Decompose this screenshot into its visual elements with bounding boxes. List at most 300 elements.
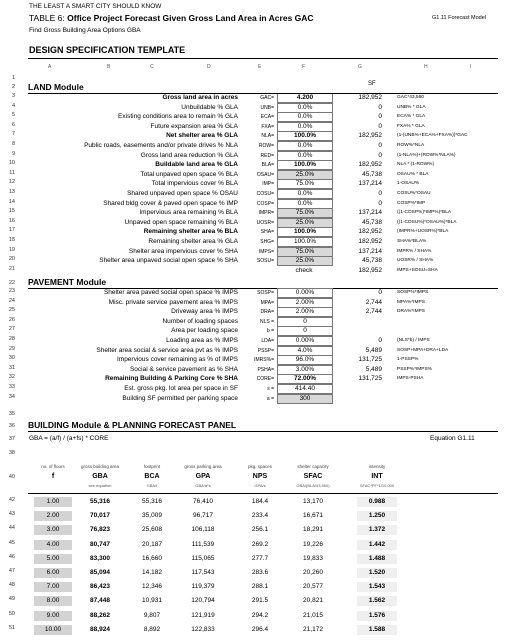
spec-row: [0, 131, 516, 141]
row-label: Gross land area reduction % GLA: [140, 151, 238, 159]
forecast-nps: 288.1: [251, 583, 269, 591]
row-label: Existing conditions area to remain % GLA: [118, 113, 238, 121]
input-cell[interactable]: 96.0%: [277, 355, 333, 365]
forecast-bca: 8,892: [143, 625, 161, 633]
table-number: TABLE 6:: [29, 13, 65, 23]
spec-row: [0, 266, 516, 276]
col-letter-c: C: [150, 64, 154, 70]
forecast-gpa: 96,717: [193, 512, 213, 520]
template-title: DESIGN SPECIFICATION TEMPLATE: [29, 45, 186, 55]
forecast-int: 1.520: [368, 569, 386, 576]
row-number: 21: [8, 265, 15, 272]
forecast-int: 1.562: [368, 597, 386, 605]
forecast-bca: 35,009: [142, 512, 162, 520]
sf-value: 137,214: [358, 247, 382, 255]
formula-text: COSU%*OSAU: [397, 191, 431, 196]
row-number: 28: [8, 336, 15, 342]
input-cell[interactable]: 100.0%: [277, 237, 333, 247]
row-number: 19: [8, 246, 15, 253]
row-label: Shelter area paved social open space % IMPS: [103, 289, 238, 296]
sf-value: 45,738: [362, 170, 382, 178]
spec-row: [0, 112, 516, 122]
forecast-f[interactable]: 3.00: [46, 526, 60, 534]
row-label: Impervious area remaining % BLA: [139, 209, 238, 217]
row-number: 32: [8, 374, 15, 381]
row-number: 40: [8, 474, 15, 480]
spec-row: [0, 307, 516, 317]
forecast-col-sub: see equation: [88, 483, 112, 488]
variable-code: IMPR=: [258, 210, 274, 217]
variable-code: MPA=: [260, 299, 274, 306]
forecast-col-header: footprint: [143, 464, 161, 469]
row-number: 44: [8, 525, 15, 532]
forecast-col-sub: SFAC*PF*1/10,000: [359, 483, 395, 488]
col-letter-e: E: [258, 64, 262, 70]
row-number: 10: [8, 160, 15, 167]
forecast-int: 1.576: [368, 611, 386, 619]
header-rule: [28, 58, 498, 59]
sf-value: 0: [378, 103, 382, 111]
forecast-row: [0, 611, 516, 621]
building-rule: [28, 431, 498, 432]
row-label: Total impervious cover % BLA: [151, 180, 238, 188]
input-cell[interactable]: 2.00%: [277, 298, 333, 308]
forecast-f[interactable]: 7.00: [46, 583, 60, 591]
formula-text: (IMPR%+UOSR%)*BLA: [397, 229, 449, 235]
row-number: 17: [8, 227, 15, 234]
forecast-int: 0.988: [368, 498, 386, 505]
sf-value: 131,725: [358, 375, 382, 383]
forecast-bca: 12,346: [142, 583, 162, 591]
input-cell[interactable]: 25.0%: [277, 256, 333, 266]
forecast-row: [0, 497, 516, 507]
row-label: Remaining Building & Parking Core % SHA: [105, 375, 238, 383]
formula-text: (NLS*b) / IMPS: [397, 338, 430, 343]
row-number: 22: [8, 280, 15, 286]
forecast-gba: 88,924: [90, 625, 110, 633]
forecast-col-sub: GBA/f: [146, 483, 158, 488]
sf-value: 2,744: [365, 298, 382, 306]
forecast-gpa: 115,065: [191, 554, 215, 562]
variable-code: ROW=: [258, 143, 274, 149]
sf-value: 5,489: [365, 346, 382, 354]
forecast-row: [0, 540, 516, 550]
input-cell[interactable]: 3.00%: [277, 365, 333, 375]
forecast-f[interactable]: 4.00: [46, 540, 60, 548]
variable-code: b =: [266, 328, 274, 335]
row-label: Buildable land area % GLA: [155, 161, 238, 169]
row-label: Future expansion area % GLA: [150, 122, 238, 130]
forecast-sfac: 20,821: [303, 597, 323, 605]
row-number: 8: [11, 141, 15, 147]
sf-value: 0: [378, 113, 382, 121]
forecast-nps: 294.2: [251, 611, 269, 619]
forecast-col-header: no. of floors: [41, 464, 65, 469]
forecast-row: [0, 511, 516, 521]
variable-code: s =: [267, 386, 274, 392]
variable-code: OSAU=: [256, 171, 274, 178]
formula-text: SOSP%*IMPS: [397, 290, 429, 295]
row-label: Area per loading space: [171, 327, 238, 335]
forecast-col-header: shelter capacity: [297, 464, 329, 469]
spec-row: [0, 189, 516, 199]
input-cell[interactable]: 0.00%: [277, 288, 333, 298]
variable-code: SHA=: [260, 229, 274, 236]
spec-row: [0, 179, 516, 189]
formula-text: NLA * (1-ROW%): [397, 162, 435, 168]
formula-text: IMPR% / SHA%: [397, 248, 432, 254]
forecast-sfac: 19,833: [303, 554, 323, 562]
forecast-col-abbr: GBA: [92, 473, 108, 480]
variable-code: IMRS%=: [254, 357, 274, 364]
input-cell[interactable]: 25.0%: [277, 170, 333, 180]
forecast-col-sub: [28, 481, 78, 491]
forecast-int: 1.250: [368, 512, 386, 520]
variable-code: DRA=: [260, 309, 274, 316]
forecast-sfac: 19,226: [303, 540, 323, 548]
spec-row: [0, 199, 516, 209]
row-label: Remaining shelter area % GLA: [148, 238, 238, 245]
sf-value: 182,952: [358, 238, 382, 245]
variable-code: [248, 266, 274, 276]
row-number: 14: [8, 198, 15, 205]
input-cell[interactable]: 100.0%: [277, 160, 333, 170]
spec-row: [0, 365, 516, 375]
row-label: Building SF permitted per parking space: [122, 394, 238, 402]
input-cell[interactable]: 414.40: [277, 384, 333, 394]
row-number: 9: [11, 150, 15, 157]
row-number: 45: [8, 539, 15, 546]
formula-text: 1-PSSP%: [397, 357, 419, 363]
sf-value: [338, 384, 382, 394]
variable-code: SOSP=: [257, 290, 274, 296]
forecast-gpa: 120,794: [191, 597, 215, 605]
forecast-f[interactable]: 10.00: [44, 625, 62, 633]
forecast-gba: 83,300: [90, 554, 110, 562]
input-cell[interactable]: 75.0%: [277, 179, 333, 189]
row-label: Shared bldg cover & paved open space % IMP: [103, 199, 238, 207]
formula-text: (1-(UNB%+ECA%+FXA%))*GAC: [397, 133, 468, 139]
variable-code: PSSP=: [257, 347, 274, 354]
col-letter-d: D: [207, 64, 211, 70]
sf-value: 5,489: [365, 365, 382, 373]
input-cell[interactable]: 0: [277, 317, 333, 327]
row-number: 36: [8, 423, 15, 429]
formula-text: GAC*43,560: [397, 95, 424, 100]
input-cell[interactable]: 100.0%: [277, 131, 333, 141]
forecast-row: [0, 596, 516, 606]
forecast-nps: 296.4: [251, 625, 269, 633]
input-cell[interactable]: 25.0%: [277, 218, 333, 228]
row-label: Misc. private service pavement area % IMPS: [108, 298, 238, 306]
variable-code: FXA=: [261, 123, 274, 130]
forecast-col-header: gross parking area: [184, 464, 222, 469]
sf-value: 131,725: [358, 356, 382, 364]
pavement-module-title: PAVEMENT Module: [28, 277, 107, 287]
input-cell[interactable]: 0.0%: [277, 189, 333, 199]
row-number: 20: [8, 256, 15, 263]
spec-row: [0, 355, 516, 365]
row-number: 43: [8, 511, 15, 518]
sf-value: 182,952: [358, 132, 382, 140]
spec-row: [0, 247, 516, 257]
land-module-title: LAND Module: [28, 82, 84, 92]
input-cell[interactable]: 0.0%: [277, 112, 333, 122]
spec-row: [0, 218, 516, 228]
forecast-f[interactable]: 9.00: [46, 611, 60, 619]
forecast-bca: 9,807: [143, 611, 161, 619]
forecast-col-abbr: GPA: [195, 473, 211, 480]
formula-text: 1-OSAU%: [397, 181, 420, 187]
row-number: 50: [8, 610, 15, 617]
variable-code: UOSR=: [256, 219, 274, 226]
formula-text: OSAU% * BLA: [397, 171, 429, 177]
formula-text: MPA%*IMPS: [397, 299, 425, 305]
forecast-rule: [28, 493, 498, 494]
col-letter-b: B: [107, 64, 111, 70]
forecast-sfac: 20,577: [303, 583, 323, 591]
input-cell[interactable]: 4.200: [277, 93, 333, 103]
formula-text: PSSP%*IMPS%: [397, 366, 432, 372]
row-number: 1: [11, 75, 15, 81]
spec-row: [0, 288, 516, 298]
variable-code: SOSU=: [256, 258, 274, 265]
land-rule: [28, 93, 498, 94]
forecast-f[interactable]: 6.00: [46, 569, 60, 576]
forecast-int: 1.372: [368, 526, 386, 534]
sf-value: 182,952: [358, 266, 382, 274]
input-cell[interactable]: 0.00%: [277, 336, 333, 346]
forecast-col-header: pkg. spaces: [247, 464, 272, 469]
row-label: Loading area as % IMPS: [166, 337, 238, 344]
forecast-col-header: gross building area: [80, 464, 120, 469]
forecast-col-sub: GBA/(BLA/43,560): [296, 483, 330, 488]
formula-text: ROW%*NLA: [397, 143, 425, 148]
row-label: Driveway area % IMPS: [171, 308, 238, 316]
forecast-row: [0, 568, 516, 578]
row-number: 27: [8, 326, 15, 333]
row-number: 38: [8, 450, 15, 456]
row-number: 13: [8, 189, 15, 195]
variable-code: RED=: [260, 152, 274, 159]
row-number: 3: [11, 93, 15, 99]
forecast-nps: 269.2: [251, 540, 269, 548]
input-cell[interactable]: 100.0%: [277, 227, 333, 237]
forecast-nps: 233.4: [251, 512, 269, 520]
col-letter-f: F: [302, 64, 306, 70]
forecast-bca: 55,316: [142, 498, 162, 505]
spec-row: [0, 208, 516, 218]
input-cell[interactable]: 72.00%: [277, 374, 333, 384]
forecast-gba: 87,448: [90, 597, 110, 605]
forecast-gpa: 119,379: [191, 583, 215, 591]
row-number: 12: [8, 179, 15, 186]
forecast-f[interactable]: 8.00: [46, 597, 60, 605]
sf-value: 2,744: [365, 308, 382, 316]
row-number: 23: [8, 288, 15, 294]
row-label: Unpaved open space remaining % BLA: [124, 218, 238, 226]
forecast-col-abbr: BCA: [144, 473, 160, 480]
formula-text: ((1-COSP%)*IMP%)*BLA: [397, 210, 452, 216]
input-cell[interactable]: 0.0%: [277, 122, 333, 132]
spec-row: [0, 160, 516, 170]
row-number: 49: [8, 596, 15, 603]
row-number: 42: [8, 497, 15, 503]
input-cell[interactable]: 75.0%: [277, 208, 333, 218]
forecast-gpa: 121,919: [191, 611, 215, 619]
row-number: 25: [8, 307, 15, 314]
forecast-f[interactable]: 2.00: [46, 512, 60, 520]
row-number: 34: [8, 393, 15, 400]
spec-row: [0, 384, 516, 394]
forecast-gpa: 76,410: [193, 498, 213, 505]
row-number: 31: [8, 364, 15, 371]
row-number: 26: [8, 316, 15, 323]
row-label: Number of loading spaces: [162, 317, 238, 325]
input-cell[interactable]: 75.0%: [277, 247, 333, 257]
row-label: Shelter area unpaved social open space % SHA: [99, 257, 238, 265]
formula-text: SHA%*BLA%: [397, 239, 427, 244]
forecast-sfac: 21,015: [303, 611, 323, 619]
row-number: 30: [8, 355, 15, 362]
row-number: 51: [8, 624, 15, 631]
spec-row: [0, 93, 516, 103]
row-label: Shared unpaved open space % OSAU: [127, 190, 238, 197]
forecast-bca: 10,931: [142, 597, 162, 605]
formula-text: (1-NLA%)+(ROW%*NLA%): [397, 152, 456, 158]
spec-row: [0, 141, 516, 151]
forecast-f[interactable]: 5.00: [46, 554, 60, 562]
forecast-gba: 80,747: [90, 540, 110, 548]
spec-row: [0, 374, 516, 384]
forecast-bca: 16,660: [142, 554, 162, 562]
sf-value: 45,738: [362, 257, 382, 265]
forecast-int: 1.588: [368, 625, 386, 633]
forecast-row: [0, 525, 516, 535]
row-label: Est. gross pkg. lot area per space in SF: [124, 385, 238, 392]
forecast-nps: 256.1: [251, 526, 269, 534]
forecast-f[interactable]: 1.00: [46, 498, 60, 505]
forecast-sfac: 21,172: [303, 625, 323, 633]
forecast-nps: 184.4: [251, 498, 269, 505]
row-number: 11: [9, 169, 15, 176]
spec-row: [0, 346, 516, 356]
row-label: Shelter area social & service area pvt as % IMPS: [96, 346, 238, 354]
forecast-bca: 14,182: [142, 569, 162, 576]
variable-code: CORE=: [256, 376, 274, 383]
variable-code: LDA=: [261, 338, 274, 344]
row-number: 46: [8, 553, 15, 560]
building-module-title: BUILDING Module & PLANNING FORECAST PANEL: [28, 420, 237, 430]
variable-code: a =: [266, 395, 274, 402]
row-number: 7: [11, 131, 15, 138]
spec-row: [0, 122, 516, 132]
row-label: Remaining shelter area % BLA: [143, 228, 238, 236]
row-number: 15: [8, 208, 15, 215]
forecast-int: 1.488: [368, 554, 386, 562]
row-number: 4: [11, 102, 15, 109]
input-cell[interactable]: 0.0%: [277, 141, 333, 151]
sf-value: 0: [378, 289, 382, 296]
col-letter-i: I: [470, 64, 472, 70]
formula-text: ((1-COSU%)*OSAU%)*BLA: [397, 219, 457, 225]
variable-code: NLA=: [261, 133, 274, 140]
variable-code: BLA=: [261, 162, 274, 169]
input-cell[interactable]: 0.0%: [277, 151, 333, 161]
row-number: 16: [8, 217, 15, 224]
forecast-row: [0, 582, 516, 592]
table-title: [29, 13, 314, 23]
variable-code: COSU=: [256, 191, 274, 197]
row-label: Shelter area impervious cover % SHA: [128, 247, 238, 255]
sf-value: 137,214: [358, 180, 382, 188]
forecast-int: 1.543: [368, 583, 386, 591]
row-label: Social & service pavement as % SHA: [129, 365, 238, 373]
row-number: 5: [11, 112, 15, 119]
forecast-gba: 86,423: [90, 583, 110, 591]
forecast-gpa: 122,833: [191, 625, 215, 633]
equation-ref: Equation G1.11: [430, 435, 475, 442]
forecast-bca: 20,187: [142, 540, 162, 548]
sf-value: 0: [378, 122, 382, 130]
forecast-col-sub: GPA/s: [254, 483, 266, 488]
input-cell[interactable]: 0.0%: [277, 199, 333, 209]
forecast-sfac: 18,291: [303, 526, 323, 534]
forecast-col-sub: GBA/a*s: [195, 483, 211, 488]
input-cell: check: [295, 266, 313, 274]
formula-text: ECA% * GLA: [397, 114, 426, 120]
sf-value: 45,738: [362, 218, 382, 226]
input-cell[interactable]: 2.00%: [277, 307, 333, 317]
variable-code: ECA=: [260, 114, 274, 121]
formula-text: UNB% * GLA: [397, 104, 426, 110]
row-label: Unbuildable % GLA: [181, 103, 238, 111]
input-cell[interactable]: 0.0%: [277, 103, 333, 113]
spec-row: [0, 170, 516, 180]
formula-text: IMPS-PSHA: [397, 376, 424, 382]
forecast-sfac: 13,170: [303, 498, 323, 505]
spec-row: [0, 227, 516, 237]
sf-value: 0: [378, 199, 382, 207]
variable-code: GAC=: [260, 95, 274, 101]
variable-code: PSHA=: [257, 366, 274, 373]
row-number: 33: [8, 384, 15, 390]
forecast-sfac: 16,671: [303, 512, 323, 520]
sf-value: 0: [378, 151, 382, 159]
sf-value: [338, 317, 382, 327]
spec-row: [0, 394, 516, 404]
forecast-sfac: 20,260: [303, 569, 323, 576]
row-label: Net shelter area % GLA: [166, 132, 238, 140]
formula-text: FXA% * GLA: [397, 123, 425, 129]
forecast-bca: 25,608: [142, 526, 162, 534]
input-cell[interactable]: 4.0%: [277, 346, 333, 356]
forecast-nps: 291.5: [251, 597, 269, 605]
forecast-gba: 76,823: [90, 526, 110, 534]
input-cell[interactable]: 0: [277, 326, 333, 336]
model-label: G1.11 Forecast Model: [432, 15, 487, 21]
equation: GBA = (a/f) / (a+fs) * CORE: [29, 435, 109, 442]
forecast-row: [0, 625, 516, 635]
forecast-gba: 70,017: [90, 512, 110, 520]
variable-code: IMPS=: [258, 248, 274, 255]
input-cell[interactable]: 300: [277, 394, 333, 404]
spec-row: [0, 317, 516, 327]
row-label: Impervious cover remaining as % of IMPS: [116, 356, 238, 364]
spec-row: [0, 256, 516, 266]
spec-row: [0, 298, 516, 308]
row-label: Gross land area in acres: [162, 94, 238, 101]
